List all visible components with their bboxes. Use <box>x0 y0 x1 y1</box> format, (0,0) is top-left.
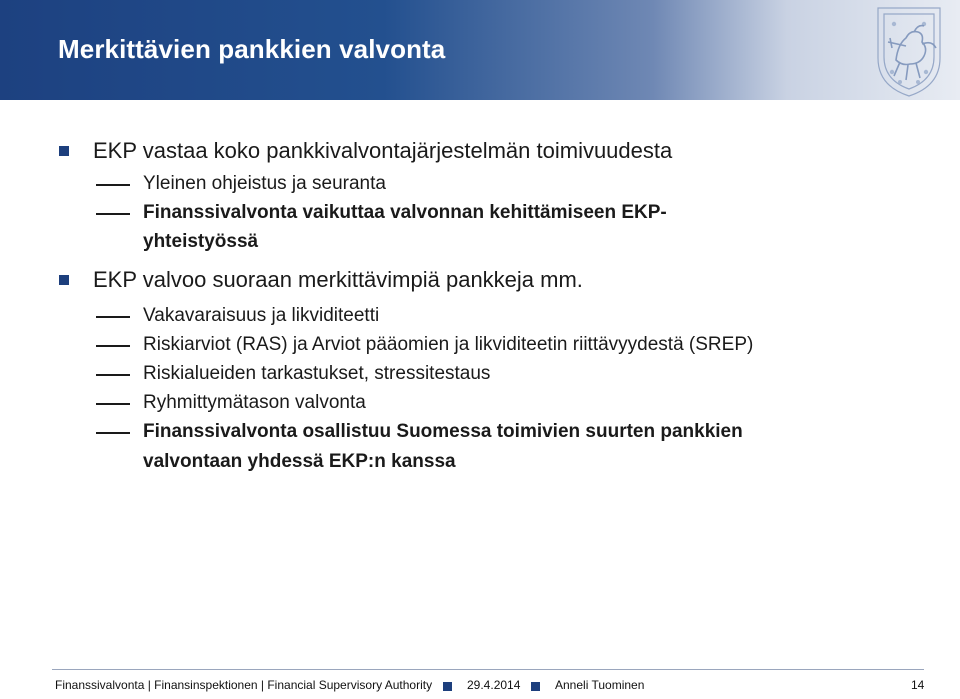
footer-author: Anneli Tuominen <box>555 678 645 692</box>
dash-icon <box>96 184 130 186</box>
footer-organization: Finanssivalvonta | Finansinspektionen | Financial Supervisory Authority <box>55 678 433 692</box>
sub-item: Finanssivalvonta vaikuttaa valvonnan kehittämiseen EKP- <box>143 202 667 223</box>
sub-item: Vakavaraisuus ja likviditeetti <box>143 305 380 326</box>
dash-icon <box>96 345 130 347</box>
page-title: Merkittävien pankkien valvonta <box>58 34 446 64</box>
bullet-square-icon <box>59 275 69 285</box>
header-bar <box>0 0 960 100</box>
dash-icon <box>96 403 130 405</box>
bullet-1: EKP vastaa koko pankkivalvontajärjestelmän toimivuudesta <box>93 138 673 163</box>
footer-square-icon <box>531 682 540 691</box>
dash-icon <box>96 213 130 215</box>
dash-icon <box>96 374 130 376</box>
sub-item: Yleinen ohjeistus ja seuranta <box>143 173 386 194</box>
bullet-square-icon <box>59 146 69 156</box>
bullet-2: EKP valvoo suoraan merkittävimpiä pankkeja mm. <box>93 267 583 292</box>
sub-item-continuation: yhteistyössä <box>143 231 259 252</box>
dash-icon <box>96 316 130 318</box>
footer <box>0 676 960 696</box>
footer-square-icon <box>443 682 452 691</box>
lion-coat-of-arms-icon <box>848 2 958 100</box>
sub-item: Riskiarviot (RAS) ja Arviot pääomien ja likviditeetin riittävyydestä (SREP) <box>143 334 754 355</box>
sub-item: Ryhmittymätason valvonta <box>143 392 366 413</box>
sub-item: Riskialueiden tarkastukset, stressitestaus <box>143 363 491 384</box>
sub-item: Finanssivalvonta osallistuu Suomessa toimivien suurten pankkien <box>143 421 743 442</box>
footer-date: 29.4.2014 <box>467 678 521 692</box>
page-number: 14 <box>911 678 925 692</box>
dash-icon <box>96 432 130 434</box>
sub-item-continuation: valvontaan yhdessä EKP:n kanssa <box>143 451 456 472</box>
footer-divider <box>52 669 924 670</box>
